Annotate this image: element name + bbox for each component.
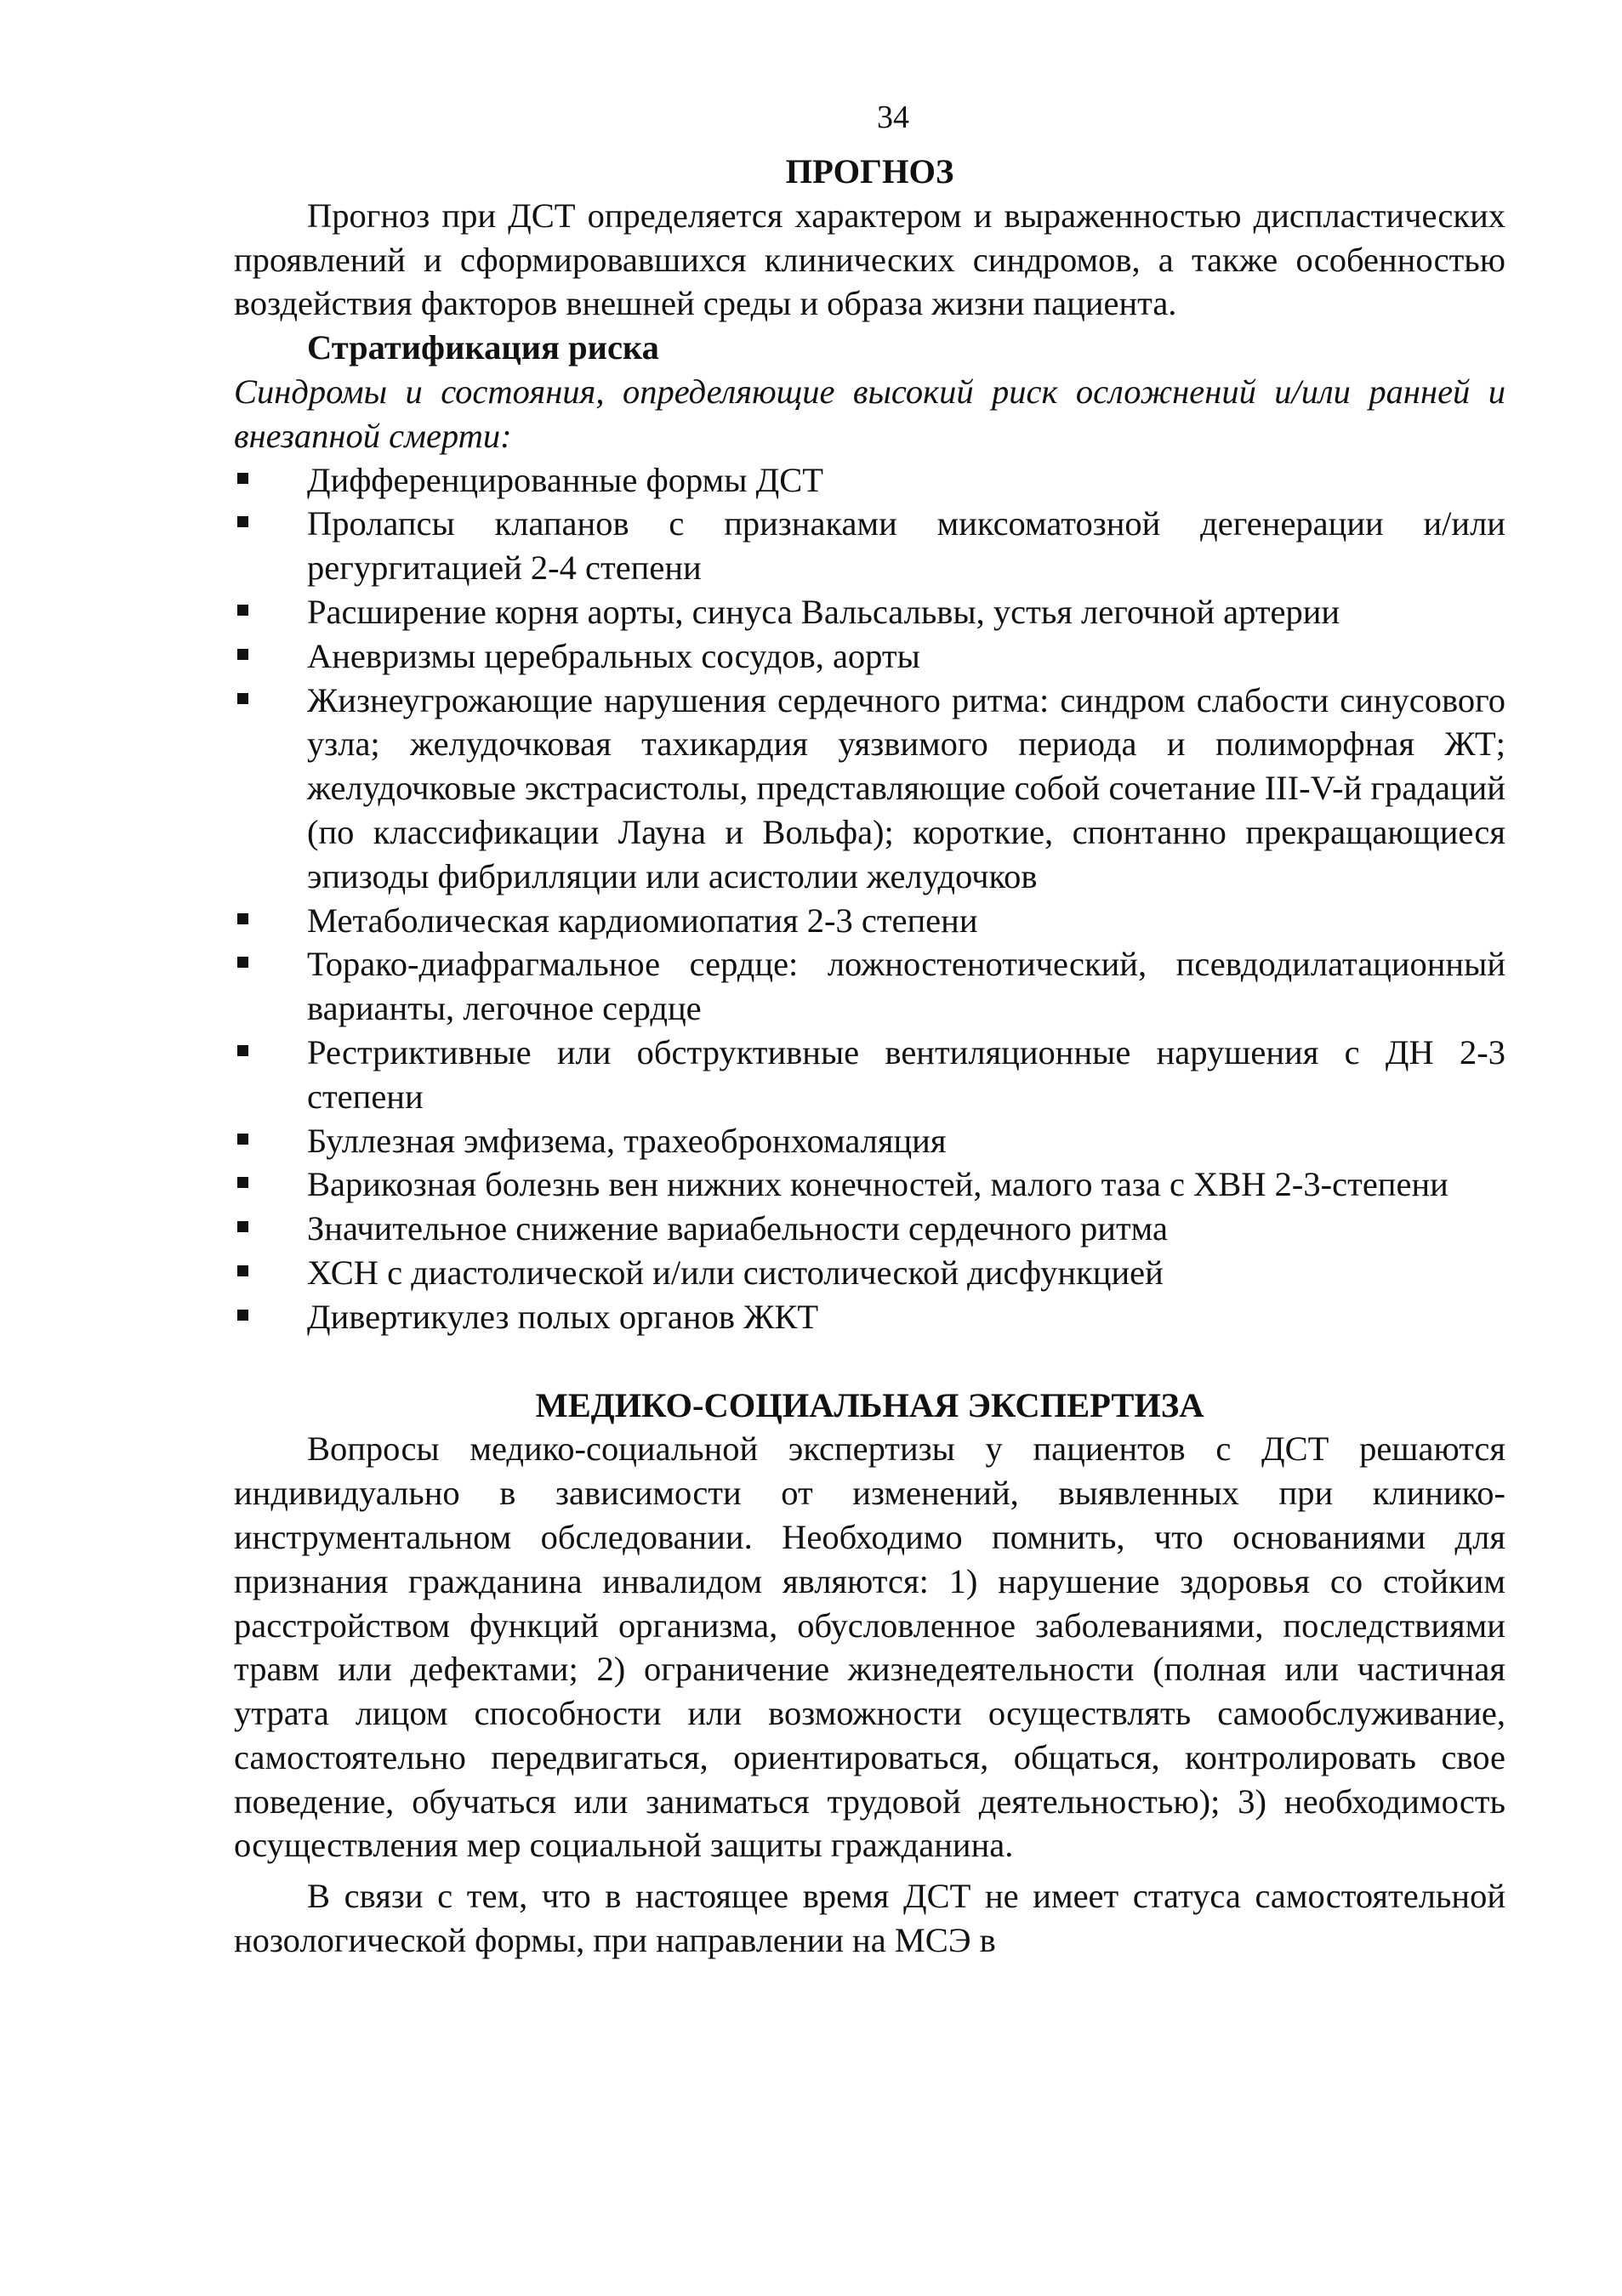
square-bullet-icon — [237, 473, 248, 484]
list-item — [234, 942, 1505, 1031]
square-bullet-icon — [237, 1045, 248, 1056]
list-item-text: Варикозная болезнь вен нижних конечностей, малого таза с ХВН 2-3-степени — [307, 1165, 1448, 1204]
risk-list — [234, 458, 1505, 1339]
expertise-heading: МЕДИКО-СОЦИАЛЬНАЯ ЭКСПЕРТИЗА — [535, 1385, 1204, 1424]
expertise-paragraph-2: В связи с тем, что в настоящее время ДСТ не имеет статуса самостоятельной нозологической формы, при направлении на МСЭ в — [234, 1877, 1505, 1960]
list-item-text: Торако-диафрагмальное сердце: ложностенотический, псевдодилатационный варианты, легочное сердце — [307, 945, 1505, 1028]
prognosis-heading: ПРОГНОЗ — [785, 152, 954, 190]
risk-intro: Синдромы и состояния, определяющие высокий риск осложнений и/или ранней и внезапной смерти: — [234, 372, 1505, 455]
list-item-text: Расширение корня аорты, синуса Вальсальвы, устья легочной артерии — [307, 592, 1340, 631]
list-item — [234, 679, 1505, 899]
list-item — [234, 899, 1505, 943]
list-item — [234, 1162, 1505, 1207]
list-item-text: Дивертикулез полых органов ЖКТ — [307, 1297, 819, 1336]
list-item-text: Аневризмы церебральных сосудов, аорты — [307, 636, 920, 675]
list-item-text: Пролапсы клапанов с признаками миксоматозной дегенерации и/или регургитацией 2-4 степени — [307, 504, 1505, 588]
list-item-text: Значительное снижение вариабельности сердечного ритма — [307, 1209, 1168, 1248]
page-number: 34 — [877, 99, 909, 135]
list-item-text: ХСН с диастолической и/или систолической дисфункцией — [307, 1253, 1164, 1292]
list-item-text: Рестриктивные или обструктивные вентиляционные нарушения с ДН 2-3 степени — [307, 1032, 1505, 1116]
list-item — [234, 458, 1505, 503]
list-item-text: Дифференцированные формы ДСТ — [307, 460, 823, 499]
expertise-paragraph-1: Вопросы медико-социальной экспертизы у пациентов с ДСТ решаются индивидуально в зависимости от изменений, выявленных при клинико-инструментальном обследовании. Необходимо помнить, что основаниями для признания гражданина инвалидом являются: 1) нарушение здоровья со стойким расстройством функций организма, обусловленное заболеваниями, последствиями травм или дефектами; 2) ограничение жизнедеятельности (полная или частичная утрата лицом способности или возможности осуществлять самообслуживание, самостоятельно передвигаться, ориентироваться, общаться, контролировать свое поведение, обучаться или заниматься трудовой деятельностью); 3) необходимость осуществления мер социальной защиты гражданина. — [234, 1429, 1505, 1865]
paragraph-spacer — [234, 1867, 1505, 1874]
square-bullet-icon — [237, 605, 248, 616]
square-bullet-icon — [237, 1134, 248, 1145]
list-item — [234, 1119, 1505, 1163]
list-item-text: Метаболическая кардиомиопатия 2-3 степени — [307, 901, 978, 940]
square-bullet-icon — [237, 1221, 248, 1232]
list-item — [234, 502, 1505, 590]
square-bullet-icon — [237, 957, 248, 968]
list-item-text: Жизнеугрожающие нарушения сердечного ритма: синдром слабости синусового узла; желудочковая тахикардия уязвимого периода и полиморфная ЖТ; желудочковые экстрасистолы, представляющие собой сочетание III-V-й градаций (по классификации Лауна и Вольфа); короткие, спонтанно прекращающиеся эпизоды фибрилляции или асистолии желудочков — [307, 680, 1505, 895]
list-item-text: Буллезная эмфизема, трахеобронхомаляция — [307, 1121, 947, 1160]
list-item — [234, 590, 1505, 634]
square-bullet-icon — [237, 1310, 248, 1321]
list-item — [234, 634, 1505, 679]
section-spacer — [234, 1339, 1505, 1384]
list-item — [234, 1031, 1505, 1119]
list-item — [234, 1251, 1505, 1295]
list-item — [234, 1207, 1505, 1251]
list-item — [234, 1295, 1505, 1339]
square-bullet-icon — [237, 913, 248, 924]
square-bullet-icon — [237, 516, 248, 527]
document-page — [234, 92, 1505, 1963]
prognosis-paragraph: Прогноз при ДСТ определяется характером и выраженностью диспластических проявлений и сформировавшихся клинических синдромов, а также особенностью воздействия факторов внешней среды и образа жизни пациента. — [234, 196, 1505, 323]
square-bullet-icon — [237, 1265, 248, 1276]
square-bullet-icon — [237, 693, 248, 704]
square-bullet-icon — [237, 1177, 248, 1188]
risk-stratification-subheading: Стратификация риска — [307, 328, 659, 367]
square-bullet-icon — [237, 649, 248, 660]
